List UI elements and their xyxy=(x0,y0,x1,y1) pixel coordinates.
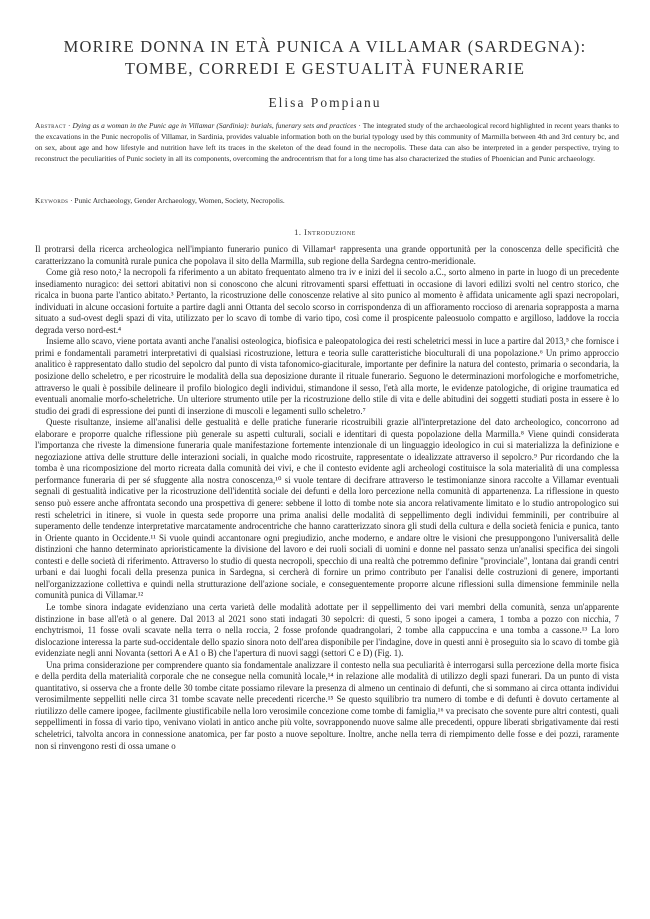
article-title xyxy=(20,36,630,80)
body-paragraph: Insieme allo scavo, viene portata avanti anche l'analisi osteologica, biofisica e paleopatologica dei resti scheletrici messi in luce a partire dal 2013,⁵ che forniscе i primi e fondamentali parametri interpretativi di qualsiasi ricostruzione, lettura e teoria sulle caratteristiche bioculturali di una popolazione.⁶ Un primo approccio analitico è rappresentato dallo studio del sepolcro dal punto di vista tafonomico-giaciturale, importante per definire la natura del contesto, primaria o secondaria, la posizione dello scheletro, e per ricostruire le modalità della sua deposizione durante il rituale funerario. Seguono le determinazioni morfologiche e morfometriche, attraverso le quali è possibile delineare il profilo biologico degli individui, stimandone il sesso, l'età alla morte, le evidenze patologiche, di origine traumatica ed eventuali anomalie morfo-scheletriche. Un ulteriore strumento utile per la ricostruzione dello stile di vita e delle abitudini dei soggetti studiati posta in essere è lo studio dei gradi di espressione dei punti di inserzione di muscoli e legamenti sullo scheletro.⁷ xyxy=(35,336,619,416)
abstract-label: Abstract xyxy=(35,121,67,130)
title-line-1: MORIRE DONNA IN ETÀ PUNICA A VILLAMAR (SARDEGNA): xyxy=(63,37,587,56)
keywords-label: Keywords xyxy=(35,196,69,205)
abstract-separator: · xyxy=(66,121,73,130)
author-name: Elisa Pompianu xyxy=(268,95,382,110)
body-paragraph: Una prima considerazione per comprendere quanto sia fondamentale analizzare il contesto nella sua peculiarità è interrogarsi sulla percezione della morte fisica e della perdita della materialità corporale che ne consegue nella comunità locale,¹⁴ in relazione alle modalità di utilizzo degli spazi funerari. Da un punto di vista quantitativo, si osserva che a fronte delle 30 tombe citate possiamo rilevare la presenza di almeno un centinaio di defunti, che si sommano ai circa ottanta individui verosimilmente seppelliti nelle circa 31 tombe scavate nelle precedenti ricerche.¹⁵ Se questo squilibrio tra numero di tombe e di defunti è dovuto certamente al riutilizzo delle camere ipogee, facilmente giustificabile nella loro verosimile concezione come tombe di famiglia,¹⁶ va precisato che sovente pure altri contesti, quali seppellimenti in fossa di vario tipo, venivano violati in antico anche più volte, sovrapponendo nuove salme alle precedenti, oppure liberati sbrigativamente dai resti scheletrici, talvolta ancora in connessione anatomica, per far posto a nuove sepolture. Inoltre, anche nella terra di riempimento delle fosse e dei pozzi, raramente non si rinvengono resti di ossa umane o xyxy=(35,659,619,751)
body-paragraph: Queste risultanze, insieme all'analisi delle gestualità e delle pratiche funerarie ricostruibili grazie all'interpretazione del dato archeologico, concorrono ad elaborare e proporre qualche riflessione più generale su aspetti culturali, sociali e identitari di questa popolazione della Marmilla.⁸ Viene quindi considerata l'importanza che riveste la dimensione funeraria quale manifestazione fortemente intenzionale di un linguaggio ideologico in cui si materializza la definizione e negoziazione attiva delle strutture delle interazioni sociali, in qualche modo ricostruite, rappresentate o idealizzate attraverso il sepolcro.⁹ Pur ricordando che la tomba è una ricomposizione del morto ricreata dalla comunità dei vivi, e che il contesto evidente agli archeologi costituisce la sola materialità di una complessa performance funeraria di per sé sfuggente alla nostra conoscenza,¹⁰ si vuole tentare di decifrare attraverso le testimonianze sinora raccolte a Villamar eventuali segnali di gestualità indicative per la ricostruzione dell'identità sociale dei defunti e della loro percezione nella comunità di appartenenza. La riflessione in questo senso può essere anche affrontata secondo una prospettiva di genere: sebbene il lotto di tombe note sia ancora relativamente limitato e lo studio antropologico sui resti scheletrici in itinere, si vuole in questa sede proporre una prima analisi delle modalità di seppellimento degli individui femminili, per contribuire al superamento delle tendenze interpretative marcatamente androcentriche che hanno caratterizzato sinora gli studi della cultura e della società fenicia e punica, tanto in Oriente quanto in Occidente.¹¹ Si vuole quindi accantonare ogni pregiudizio, anche moderno, e andare oltre le visioni che presuppongono l'universalità delle distinzioni che hanno determinato aprioristicamente la divisione del lavoro e dei ruoli sociali di uomini e donne nel passato senza un'analisi specifica dei singoli contesti e delle società di riferimento. Attraverso lo studio di questa necropoli, specchio di una realtà che potremmo definire "provinciale", lontana dai grandi centri urbani e dai luoghi focali della presenza punica in Sardegna, si cercherà di fornire un primo contributo per l'analisi delle costruzioni di genere, importanti nell'organizzazione collettiva e quindi nella strutturazione dell'azione sociale, e conseguentemente proporre alcune riflessioni sulla dimensione femminile nella comunità punica di Villamar.¹² xyxy=(35,417,619,601)
body-paragraph: Le tombe sinora indagate evidenziano una certa varietà delle modalità adottate per il seppellimento dei vari membri della comunità, senza un'apparente distinzione in base all'età o al genere. Dal 2013 al 2021 sono stati indagati 30 sepolcri: di questi, 5 sono ipogei a camera, 1 tomba a pozzo con nicchia, 7 enchytrismoi, 11 fosse ovali scavate nella terra o nella roccia, 2 fosse profonde quadrangolari, 2 tombe alla cappuccina e una tomba a cassone.¹³ La loro dislocazione interessa la parte sud-occidentale dello spazio sinora noto dell'area disponibile per l'indagine, dove in questi anni è proseguito sia lo scavo di tombe già evidenziate negli anni Novanta (settori A e A1 o B) che l'apertura di nuovi saggi (settori C e D) (Fig. 1). xyxy=(35,601,619,659)
title-line-2: TOMBE, CORREDI E GESTUALITÀ FUNERARIE xyxy=(124,59,526,78)
keywords-block xyxy=(35,195,619,206)
keywords-text: · Punic Archaeology, Gender Archaeology, Women, Society, Necropolis. xyxy=(68,196,285,205)
abstract-text: · The integrated study of the archaeological record highlighted in recent years thanks to the excavations in the Punic necropolis of Villamar, in Sardinia, provides valuable information both on the burial typology used by this community of Marmilla between 4th and 3rd century bc, and on sex, about age and how lifestyle and nutrition have left its traces in the skeleton of the dead found in the necropolis. These data can also be interpreted in a gender perspective, trying to reconstruct the peculiarities of Punic society in all its components, overcoming the androcentrism that for a long time has also characterized the studies of Phoenician and Punic archaeology. xyxy=(35,121,619,163)
body-paragraph: Come già reso noto,² la necropoli fa riferimento a un abitato frequentato almeno tra iv e inizi del ii secolo a.C., sorto almeno in parte in luogo di un precedente insediamento nuragico: dei settori abitativi non si conoscono che alcuni ritrovamenti sparsi effettuati in occasione di lavori edilizi svolti nel centro storico, che ricalca in buona parte l'antico abitato.³ Pertanto, la ricostruzione delle conoscenze relative al sito punico al momento è affidata unicamente agli spazi necropolari, individuati in alcune occasioni fortuite a partire dagli anni Ottanta del secolo scorso in corrispondenza di un affioramento roccioso di arenaria soprapposta a marna situato a sud-ovest degli spazi di vita, utilizzato per lo scavo di tombe di vario tipo, così come il prospicente paleosuolo compatto e argilloso, laddove la roccia degrada verso nord-est.⁴ xyxy=(35,267,619,335)
body-paragraph: Il protrarsi della ricerca archeologica nell'impianto funerario punico di Villamar¹ rappresenta una grande opportunità per la conoscenza delle specificità che caratterizzano la comunità rurale punica che popolava il sito della Marmilla, sub regione della Sardegna centro-meridionale. xyxy=(35,244,619,266)
article-body xyxy=(35,244,619,752)
abstract-english-title: Dying as a woman in the Punic age in Villamar (Sardinia): burials, funerary sets and practices xyxy=(72,121,357,130)
abstract-block xyxy=(35,120,619,164)
section-heading: 1. Introduzione xyxy=(294,228,356,237)
